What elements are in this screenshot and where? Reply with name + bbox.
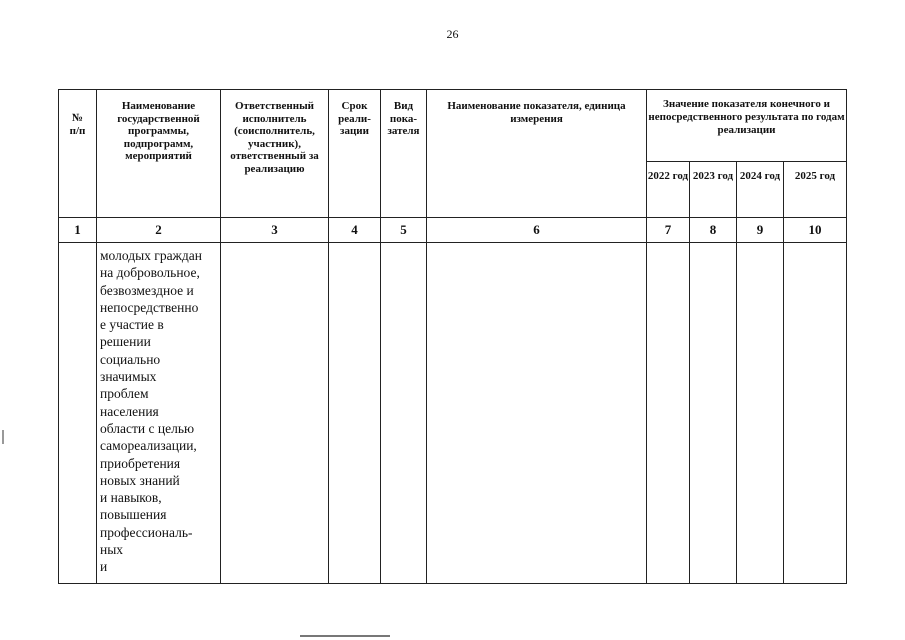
indicator-table <box>58 89 847 584</box>
body-cell-10 <box>784 243 847 584</box>
program-description-text: молодых граждан на добровольное, безвозмездное и непосредственно е участие в решении социально значимых проблем населения области с целью самореализации, приобретения новых знаний и навыков, повышения профессиональ- ных и <box>100 248 202 575</box>
header-year-2023: 2023 год <box>690 162 737 218</box>
column-number-3: 3 <box>221 218 329 243</box>
header-indicator-type: Вид пока-зателя <box>381 90 427 218</box>
header-number: № п/п <box>59 90 97 218</box>
body-cell-7 <box>647 243 690 584</box>
column-number-9: 9 <box>737 218 784 243</box>
column-number-6: 6 <box>427 218 647 243</box>
body-cell-6 <box>427 243 647 584</box>
column-number-2: 2 <box>97 218 221 243</box>
header-program-name: Наименование государственной программы, подпрограмм, мероприятий <box>97 90 221 218</box>
column-number-5: 5 <box>381 218 427 243</box>
body-cell-2 <box>97 243 221 584</box>
header-year-2022: 2022 год <box>647 162 690 218</box>
body-cell-8 <box>690 243 737 584</box>
header-responsible: Ответственный исполнитель (соисполнитель, участник), ответственный за реализацию <box>221 90 329 218</box>
header-term: Срок реали-зации <box>329 90 381 218</box>
column-number-4: 4 <box>329 218 381 243</box>
page-number: 26 <box>446 27 459 41</box>
body-cell-3 <box>221 243 329 584</box>
scan-edge-mark <box>2 430 4 444</box>
body-cell-9 <box>737 243 784 584</box>
header-values-group: Значение показателя конечного и непосредственного результата по годам реализации <box>647 90 847 162</box>
body-cell-1 <box>59 243 97 584</box>
body-cell-5 <box>381 243 427 584</box>
column-number-10: 10 <box>784 218 847 243</box>
column-number-1: 1 <box>59 218 97 243</box>
body-cell-4 <box>329 243 381 584</box>
column-number-7: 7 <box>647 218 690 243</box>
column-number-8: 8 <box>690 218 737 243</box>
header-indicator-name: Наименование показателя, единица измерения <box>427 90 647 218</box>
header-year-2025: 2025 год <box>784 162 847 218</box>
header-year-2024: 2024 год <box>737 162 784 218</box>
scan-artifact-line <box>300 635 390 637</box>
